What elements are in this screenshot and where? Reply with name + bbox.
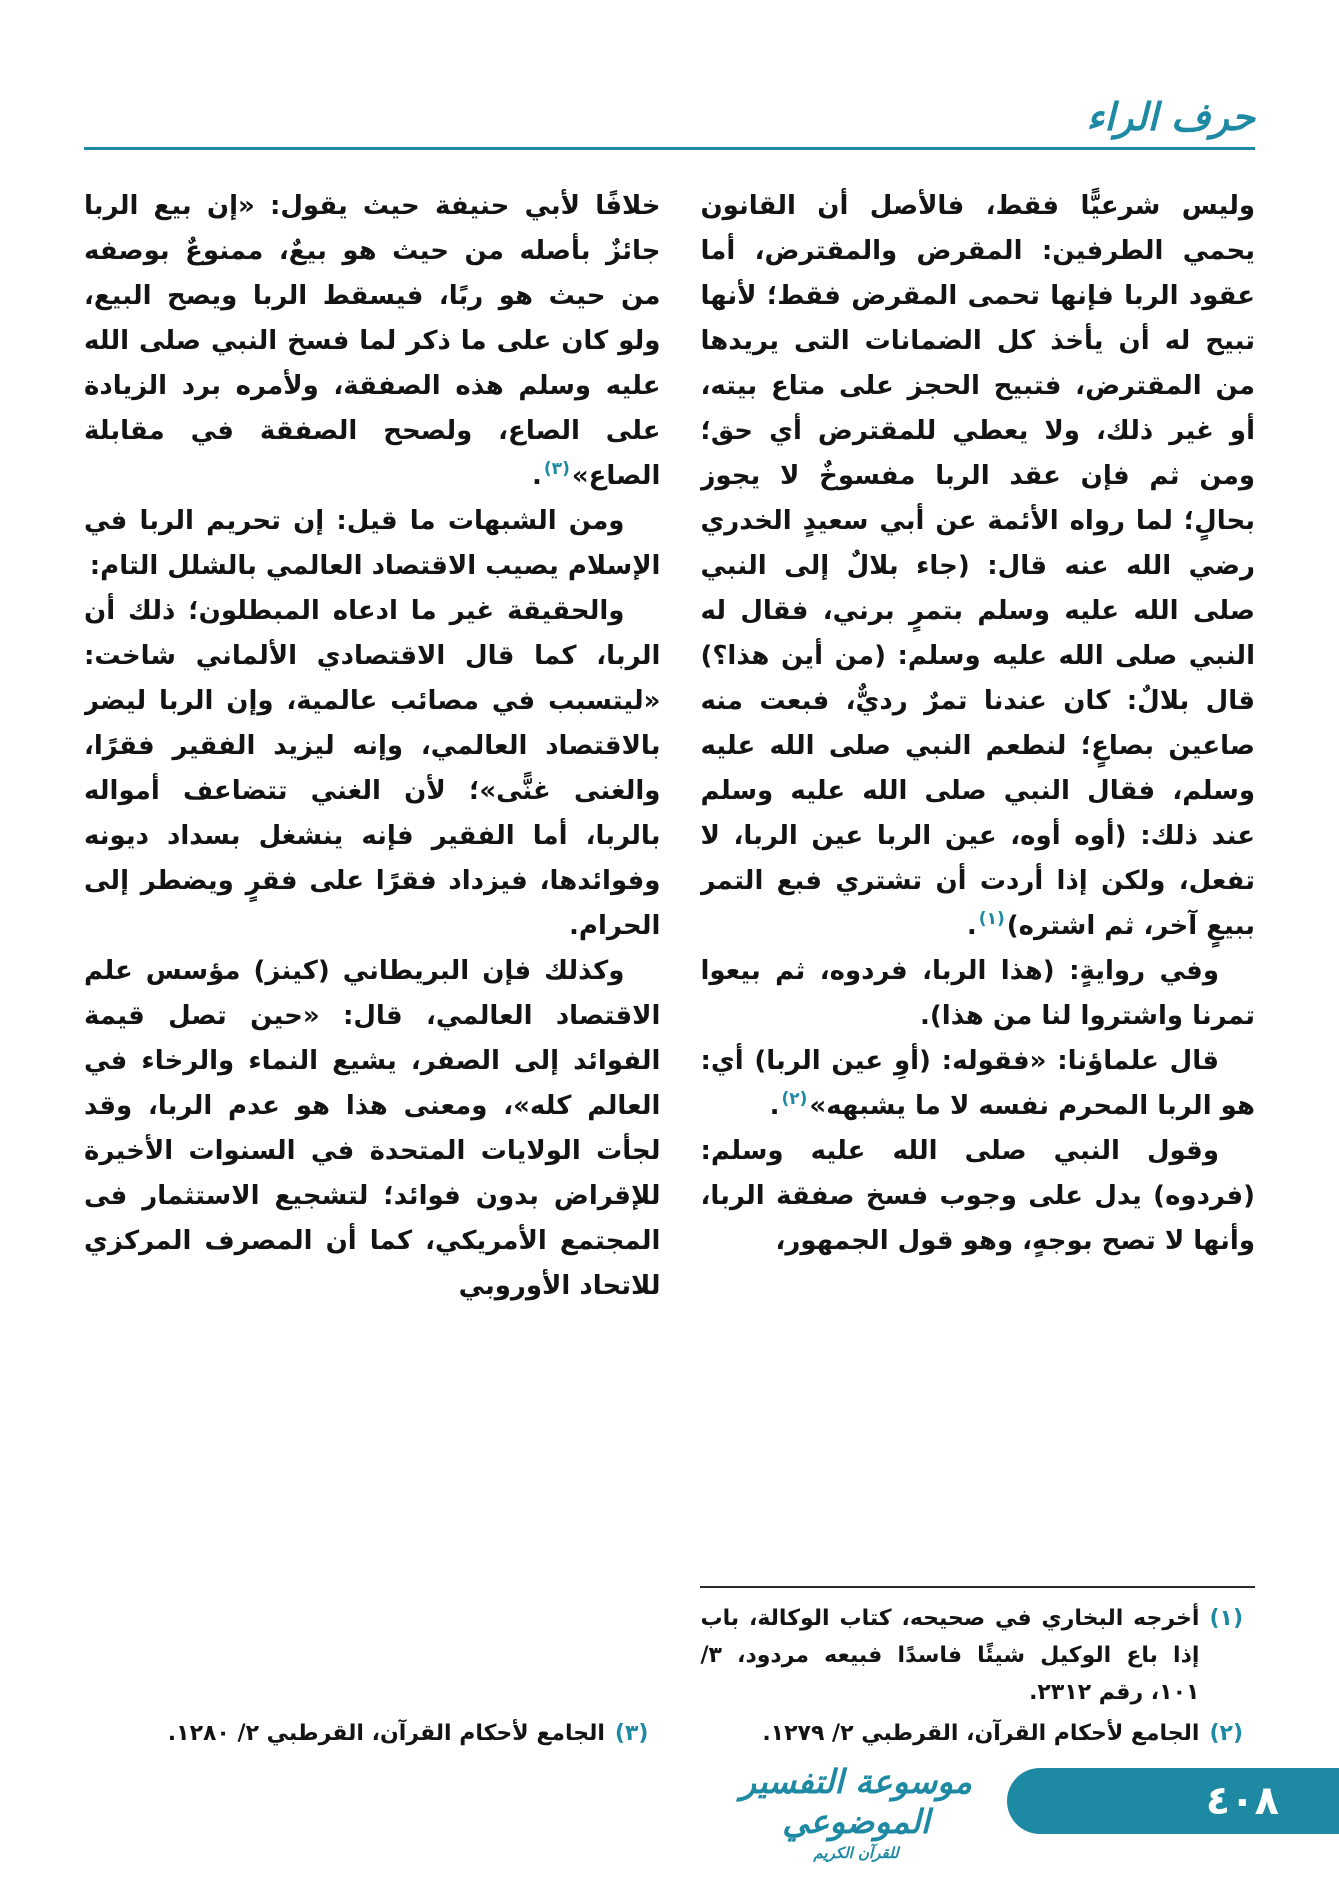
footnote-marker: (٣) xyxy=(543,459,570,480)
footnote-number: (٣) xyxy=(614,1721,649,1746)
footnote-text: أخرجه البخاري في صحيحه، كتاب الوكالة، باب إذا باع الوكيل شيئًا فاسدًا فبيعه مردود، ٣/ ١٠١، رقم ٢٣١٢. xyxy=(700,1606,1200,1705)
column-left xyxy=(84,184,660,1756)
footnotes-left xyxy=(84,1707,660,1756)
footnote xyxy=(700,1600,1255,1711)
footnote-text: الجامع لأحكام القرآن، القرطبي ٢/ ١٢٨٠. xyxy=(167,1721,605,1746)
column-right xyxy=(700,184,1255,1756)
page-header xyxy=(84,95,1255,150)
footnotes-right xyxy=(700,1578,1255,1756)
paragraph: خلافًا لأبي حنيفة حيث يقول: «إن بيع الربا جائزٌ بأصله من حيث هو بيعٌ، ممنوعٌ بوصفه من حيث هو ربًا، فيسقط الربا ويصح البيع، ولو كان على ما ذكر لما فسخ النبي صلى الله عليه وسلم هذه الصفقة، ولأمره برد الزيادة على الصاع، ولصحح الصفقة في مقابلة الصاع»$^{(٣)}$. xyxy=(84,191,661,491)
footnote-separator xyxy=(700,1586,1255,1588)
footnote-marker: (١) xyxy=(978,909,1005,930)
book-logo xyxy=(721,1762,991,1862)
paragraph: وقول النبي صلى الله عليه وسلم: (فردوه) يدل على وجوب فسخ صفقة الربا، وأنها لا تصح بوجهٍ، وهو قول الجمهور، xyxy=(700,1136,1255,1256)
paragraph: وفي روايةٍ: (هذا الربا، فردوه، ثم بيعوا تمرنا واشتروا لنا من هذا). xyxy=(700,956,1255,1031)
footnote-number: (١) xyxy=(1209,1606,1243,1631)
footnote-number: (٢) xyxy=(1209,1721,1243,1746)
page-header-title: حرف الراء xyxy=(1086,95,1255,139)
footnote-text: الجامع لأحكام القرآن، القرطبي ٢/ ١٢٧٩. xyxy=(762,1721,1200,1746)
paragraph: ومن الشبهات ما قيل: إن تحريم الربا في الإسلام يصيب الاقتصاد العالمي بالشلل التام: xyxy=(84,506,661,581)
header-rule xyxy=(84,147,1255,150)
paragraph: والحقيقة غير ما ادعاه المبطلون؛ ذلك أن الربا، كما قال الاقتصادي الألماني شاخت: «ليتسبب في مصائب عالمية، وإن الربا ليضر بالاقتصاد العالمي، وإنه ليزيد الفقير فقرًا، والغنى غنًّى»؛ لأن الغني تتضاعف أمواله بالربا، أما الفقير فإنه ينشغل بسداد ديونه وفوائدها، فيزداد فقرًا على فقرٍ ويضطر إلى الحرام. xyxy=(84,596,661,941)
page-number-banner xyxy=(1007,1768,1339,1834)
logo-main-text: موسوعة التفسير الموضوعي xyxy=(740,1762,972,1841)
two-column-text xyxy=(84,184,1255,1756)
paragraph: وكذلك فإن البريطاني (كينز) مؤسس علم الاقتصاد العالمي، قال: «حين تصل قيمة الفوائد إلى الصفر، يشيع النماء والرخاء في العالم كله»، ومعنى هذا هو عدم الربا، وقد لجأت الولايات المتحدة في السنوات الأخيرة للإقراض بدون فوائد؛ لتشجيع الاستثمار فى المجتمع الأمريكي، كما أن المصرف المركزي للاتحاد الأوروبي xyxy=(84,956,661,1301)
footnote xyxy=(84,1715,660,1752)
logo-sub-text: للقرآن الكريم xyxy=(813,1844,899,1862)
footnote-marker: (٢) xyxy=(781,1089,808,1110)
paragraph: قال علماؤنا: «فقوله: (أوِ عين الربا) أي: هو الربا المحرم نفسه لا ما يشبهه»$^{(٢)}$. xyxy=(700,1046,1255,1121)
footnote xyxy=(700,1715,1255,1752)
paragraph: وليس شرعيًّا فقط، فالأصل أن القانون يحمي الطرفين: المقرض والمقترض، أما عقود الربا فإنها تحمى المقرض فقط؛ لأنها تبيح له أن يأخذ كل الضمانات التى يريدها من المقترض، فتبيح الحجز على متاع بيته، أو غير ذلك، ولا يعطي للمقترض أي حق؛ ومن ثم فإن عقد الربا مفسوخٌ لا يجوز بحالٍ؛ لما رواه الأئمة عن أبي سعيدٍ الخدري رضي الله عنه قال: (جاء بلالٌ إلى النبي صلى الله عليه وسلم بتمرٍ برني، فقال له النبي صلى الله عليه وسلم: (من أين هذا؟) قال بلالٌ: كان عندنا تمرٌ رديٌّ، فبعت منه صاعين بصاعٍ؛ لنطعم النبي صلى الله عليه وسلم، فقال النبي صلى الله عليه وسلم عند ذلك: (أوه أوه، عين الربا عين الربا، لا تفعل، ولكن إذا أردت أن تشتري فبع التمر ببيعٍ آخر، ثم اشتره)$^{(١)}$. xyxy=(700,191,1255,941)
page-number: ٤٠٨ xyxy=(1205,1778,1279,1824)
